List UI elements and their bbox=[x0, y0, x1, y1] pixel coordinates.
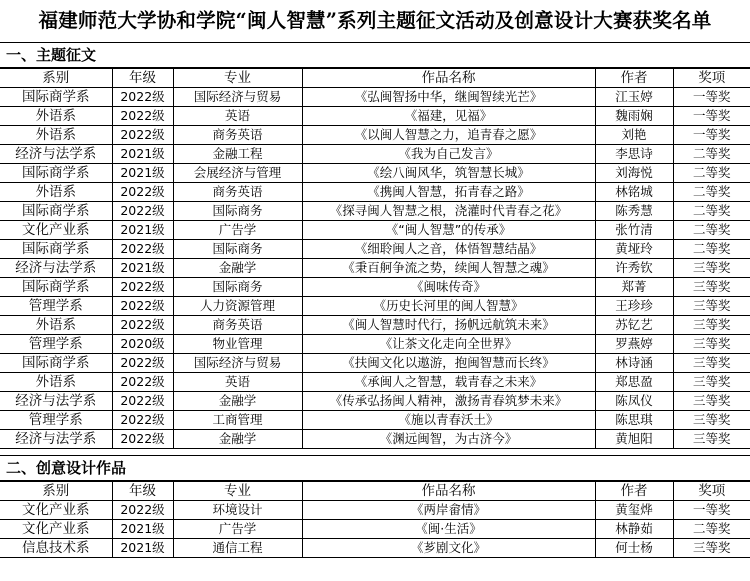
cell-grade: 2021级 bbox=[112, 164, 173, 183]
column-header-work-title: 作品名称 bbox=[302, 69, 595, 88]
cell-grade: 2022级 bbox=[112, 126, 173, 145]
cell-department: 国际商学系 bbox=[0, 202, 112, 221]
cell-grade: 2022级 bbox=[112, 240, 173, 259]
cell-author: 李思诗 bbox=[595, 145, 673, 164]
column-header-award: 奖项 bbox=[673, 482, 750, 501]
cell-author: 林静茹 bbox=[595, 520, 673, 539]
cell-grade: 2022级 bbox=[112, 392, 173, 411]
table-row bbox=[0, 145, 750, 164]
table-row bbox=[0, 259, 750, 278]
cell-author: 陈思琪 bbox=[595, 411, 673, 430]
cell-department: 文化产业系 bbox=[0, 501, 112, 520]
table-row bbox=[0, 126, 750, 145]
cell-department: 经济与法学系 bbox=[0, 392, 112, 411]
cell-author: 何士杨 bbox=[595, 539, 673, 558]
essay-awards-table bbox=[0, 68, 750, 449]
column-header-department: 系别 bbox=[0, 69, 112, 88]
cell-author: 江玉婷 bbox=[595, 88, 673, 107]
cell-work-title: 《两岸畲情》 bbox=[302, 501, 595, 520]
cell-grade: 2021级 bbox=[112, 259, 173, 278]
cell-major: 工商管理 bbox=[173, 411, 302, 430]
cell-major: 金融学 bbox=[173, 430, 302, 449]
cell-award: 二等奖 bbox=[673, 183, 750, 202]
cell-work-title: 《绘八闽风华，筑智慧长城》 bbox=[302, 164, 595, 183]
cell-grade: 2021级 bbox=[112, 221, 173, 240]
cell-work-title: 《细聆闽人之音，体悟智慧结晶》 bbox=[302, 240, 595, 259]
table-row bbox=[0, 316, 750, 335]
cell-major: 环境设计 bbox=[173, 501, 302, 520]
cell-work-title: 《福建，见福》 bbox=[302, 107, 595, 126]
column-header-major: 专业 bbox=[173, 69, 302, 88]
column-header-grade: 年级 bbox=[112, 69, 173, 88]
table-header-row bbox=[0, 482, 750, 501]
cell-author: 苏钇艺 bbox=[595, 316, 673, 335]
cell-department: 外语系 bbox=[0, 126, 112, 145]
cell-department: 国际商学系 bbox=[0, 278, 112, 297]
cell-award: 三等奖 bbox=[673, 539, 750, 558]
cell-author: 林诗涵 bbox=[595, 354, 673, 373]
cell-award: 三等奖 bbox=[673, 411, 750, 430]
table-row bbox=[0, 354, 750, 373]
table-row bbox=[0, 539, 750, 558]
table-row bbox=[0, 183, 750, 202]
cell-award: 二等奖 bbox=[673, 240, 750, 259]
cell-grade: 2022级 bbox=[112, 107, 173, 126]
cell-award: 一等奖 bbox=[673, 88, 750, 107]
cell-major: 物业管理 bbox=[173, 335, 302, 354]
cell-grade: 2022级 bbox=[112, 373, 173, 392]
cell-work-title: 《传承弘扬闽人精神，激扬青春筑梦未来》 bbox=[302, 392, 595, 411]
table-row bbox=[0, 240, 750, 259]
cell-major: 国际商务 bbox=[173, 278, 302, 297]
cell-work-title: 《闽味传奇》 bbox=[302, 278, 595, 297]
table-row bbox=[0, 392, 750, 411]
cell-grade: 2022级 bbox=[112, 202, 173, 221]
cell-author: 黄旭阳 bbox=[595, 430, 673, 449]
cell-author: 刘海悦 bbox=[595, 164, 673, 183]
cell-award: 一等奖 bbox=[673, 501, 750, 520]
cell-work-title: 《“闽人智慧”的传承》 bbox=[302, 221, 595, 240]
table-row bbox=[0, 297, 750, 316]
cell-major: 金融学 bbox=[173, 392, 302, 411]
table-row bbox=[0, 430, 750, 449]
cell-work-title: 《历史长河里的闽人智慧》 bbox=[302, 297, 595, 316]
cell-grade: 2021级 bbox=[112, 145, 173, 164]
cell-author: 王珍珍 bbox=[595, 297, 673, 316]
cell-department: 经济与法学系 bbox=[0, 430, 112, 449]
cell-work-title: 《让茶文化走向全世界》 bbox=[302, 335, 595, 354]
cell-major: 国际商务 bbox=[173, 202, 302, 221]
cell-grade: 2022级 bbox=[112, 88, 173, 107]
table-row bbox=[0, 411, 750, 430]
cell-grade: 2021级 bbox=[112, 520, 173, 539]
cell-author: 黄垭玲 bbox=[595, 240, 673, 259]
cell-grade: 2021级 bbox=[112, 539, 173, 558]
column-header-major: 专业 bbox=[173, 482, 302, 501]
table-row bbox=[0, 278, 750, 297]
cell-major: 国际商务 bbox=[173, 240, 302, 259]
cell-work-title: 《扶闽文化以遨游，抱闽智慧而长终》 bbox=[302, 354, 595, 373]
cell-award: 一等奖 bbox=[673, 107, 750, 126]
cell-author: 郑菁 bbox=[595, 278, 673, 297]
cell-major: 广告学 bbox=[173, 520, 302, 539]
cell-work-title: 《我为自己发言》 bbox=[302, 145, 595, 164]
cell-award: 二等奖 bbox=[673, 221, 750, 240]
cell-author: 黄玺烨 bbox=[595, 501, 673, 520]
table-row bbox=[0, 221, 750, 240]
cell-award: 一等奖 bbox=[673, 126, 750, 145]
cell-department: 管理学系 bbox=[0, 297, 112, 316]
cell-grade: 2022级 bbox=[112, 411, 173, 430]
cell-department: 外语系 bbox=[0, 107, 112, 126]
cell-work-title: 《探寻闽人智慧之根，浇灌时代青春之花》 bbox=[302, 202, 595, 221]
section-heading-design: 二、创意设计作品 bbox=[0, 455, 750, 481]
cell-award: 二等奖 bbox=[673, 520, 750, 539]
cell-author: 魏雨娴 bbox=[595, 107, 673, 126]
table-row bbox=[0, 202, 750, 221]
cell-department: 文化产业系 bbox=[0, 221, 112, 240]
cell-department: 外语系 bbox=[0, 373, 112, 392]
cell-department: 国际商学系 bbox=[0, 240, 112, 259]
table-row bbox=[0, 107, 750, 126]
cell-major: 英语 bbox=[173, 373, 302, 392]
cell-author: 许秀钦 bbox=[595, 259, 673, 278]
cell-major: 金融工程 bbox=[173, 145, 302, 164]
cell-award: 三等奖 bbox=[673, 392, 750, 411]
cell-author: 郑思盈 bbox=[595, 373, 673, 392]
table-row bbox=[0, 373, 750, 392]
cell-grade: 2022级 bbox=[112, 278, 173, 297]
cell-work-title: 《携闽人智慧，拓青春之路》 bbox=[302, 183, 595, 202]
cell-author: 林铭城 bbox=[595, 183, 673, 202]
design-awards-table bbox=[0, 481, 750, 558]
column-header-grade: 年级 bbox=[112, 482, 173, 501]
cell-grade: 2020级 bbox=[112, 335, 173, 354]
table-row bbox=[0, 335, 750, 354]
cell-award: 二等奖 bbox=[673, 164, 750, 183]
table-row bbox=[0, 520, 750, 539]
cell-grade: 2022级 bbox=[112, 297, 173, 316]
cell-major: 商务英语 bbox=[173, 316, 302, 335]
cell-award: 三等奖 bbox=[673, 430, 750, 449]
cell-work-title: 《闽·生活》 bbox=[302, 520, 595, 539]
cell-award: 二等奖 bbox=[673, 145, 750, 164]
cell-award: 三等奖 bbox=[673, 373, 750, 392]
cell-author: 陈凤仪 bbox=[595, 392, 673, 411]
column-header-department: 系别 bbox=[0, 482, 112, 501]
cell-major: 广告学 bbox=[173, 221, 302, 240]
cell-department: 信息技术系 bbox=[0, 539, 112, 558]
cell-major: 通信工程 bbox=[173, 539, 302, 558]
table-row bbox=[0, 501, 750, 520]
cell-award: 三等奖 bbox=[673, 297, 750, 316]
cell-work-title: 《承闽人之智慧，载青春之未来》 bbox=[302, 373, 595, 392]
cell-work-title: 《弘闽智扬中华，继闽智续光芒》 bbox=[302, 88, 595, 107]
cell-author: 罗燕婷 bbox=[595, 335, 673, 354]
cell-department: 外语系 bbox=[0, 316, 112, 335]
cell-work-title: 《施以青春沃土》 bbox=[302, 411, 595, 430]
cell-major: 人力资源管理 bbox=[173, 297, 302, 316]
cell-department: 经济与法学系 bbox=[0, 145, 112, 164]
cell-grade: 2022级 bbox=[112, 430, 173, 449]
cell-award: 三等奖 bbox=[673, 259, 750, 278]
cell-work-title: 《闽人智慧时代行，扬帆远航筑未来》 bbox=[302, 316, 595, 335]
column-header-author: 作者 bbox=[595, 482, 673, 501]
cell-work-title: 《以闽人智慧之力，追青春之愿》 bbox=[302, 126, 595, 145]
cell-award: 三等奖 bbox=[673, 316, 750, 335]
table-row bbox=[0, 88, 750, 107]
table-row bbox=[0, 164, 750, 183]
cell-department: 管理学系 bbox=[0, 411, 112, 430]
cell-author: 张竹清 bbox=[595, 221, 673, 240]
cell-department: 文化产业系 bbox=[0, 520, 112, 539]
cell-award: 二等奖 bbox=[673, 202, 750, 221]
cell-grade: 2022级 bbox=[112, 183, 173, 202]
cell-grade: 2022级 bbox=[112, 354, 173, 373]
cell-department: 国际商学系 bbox=[0, 164, 112, 183]
cell-major: 商务英语 bbox=[173, 183, 302, 202]
cell-award: 三等奖 bbox=[673, 278, 750, 297]
cell-department: 外语系 bbox=[0, 183, 112, 202]
cell-author: 陈秀慧 bbox=[595, 202, 673, 221]
cell-major: 金融学 bbox=[173, 259, 302, 278]
cell-major: 商务英语 bbox=[173, 126, 302, 145]
cell-work-title: 《芗剧文化》 bbox=[302, 539, 595, 558]
table-header-row bbox=[0, 69, 750, 88]
cell-department: 国际商学系 bbox=[0, 88, 112, 107]
cell-department: 管理学系 bbox=[0, 335, 112, 354]
column-header-award: 奖项 bbox=[673, 69, 750, 88]
cell-major: 英语 bbox=[173, 107, 302, 126]
cell-work-title: 《渊远闽智，为古济今》 bbox=[302, 430, 595, 449]
cell-department: 经济与法学系 bbox=[0, 259, 112, 278]
column-header-work-title: 作品名称 bbox=[302, 482, 595, 501]
column-header-author: 作者 bbox=[595, 69, 673, 88]
cell-author: 刘艳 bbox=[595, 126, 673, 145]
page-title: 福建师范大学协和学院“闽人智慧”系列主题征文活动及创意设计大赛获奖名单 bbox=[0, 0, 750, 43]
section-heading-essay: 一、主题征文 bbox=[0, 43, 750, 68]
cell-major: 国际经济与贸易 bbox=[173, 354, 302, 373]
cell-grade: 2022级 bbox=[112, 501, 173, 520]
cell-major: 会展经济与管理 bbox=[173, 164, 302, 183]
cell-award: 三等奖 bbox=[673, 335, 750, 354]
cell-award: 三等奖 bbox=[673, 354, 750, 373]
cell-grade: 2022级 bbox=[112, 316, 173, 335]
cell-department: 国际商学系 bbox=[0, 354, 112, 373]
cell-major: 国际经济与贸易 bbox=[173, 88, 302, 107]
cell-work-title: 《秉百舸争流之势，续闽人智慧之魂》 bbox=[302, 259, 595, 278]
